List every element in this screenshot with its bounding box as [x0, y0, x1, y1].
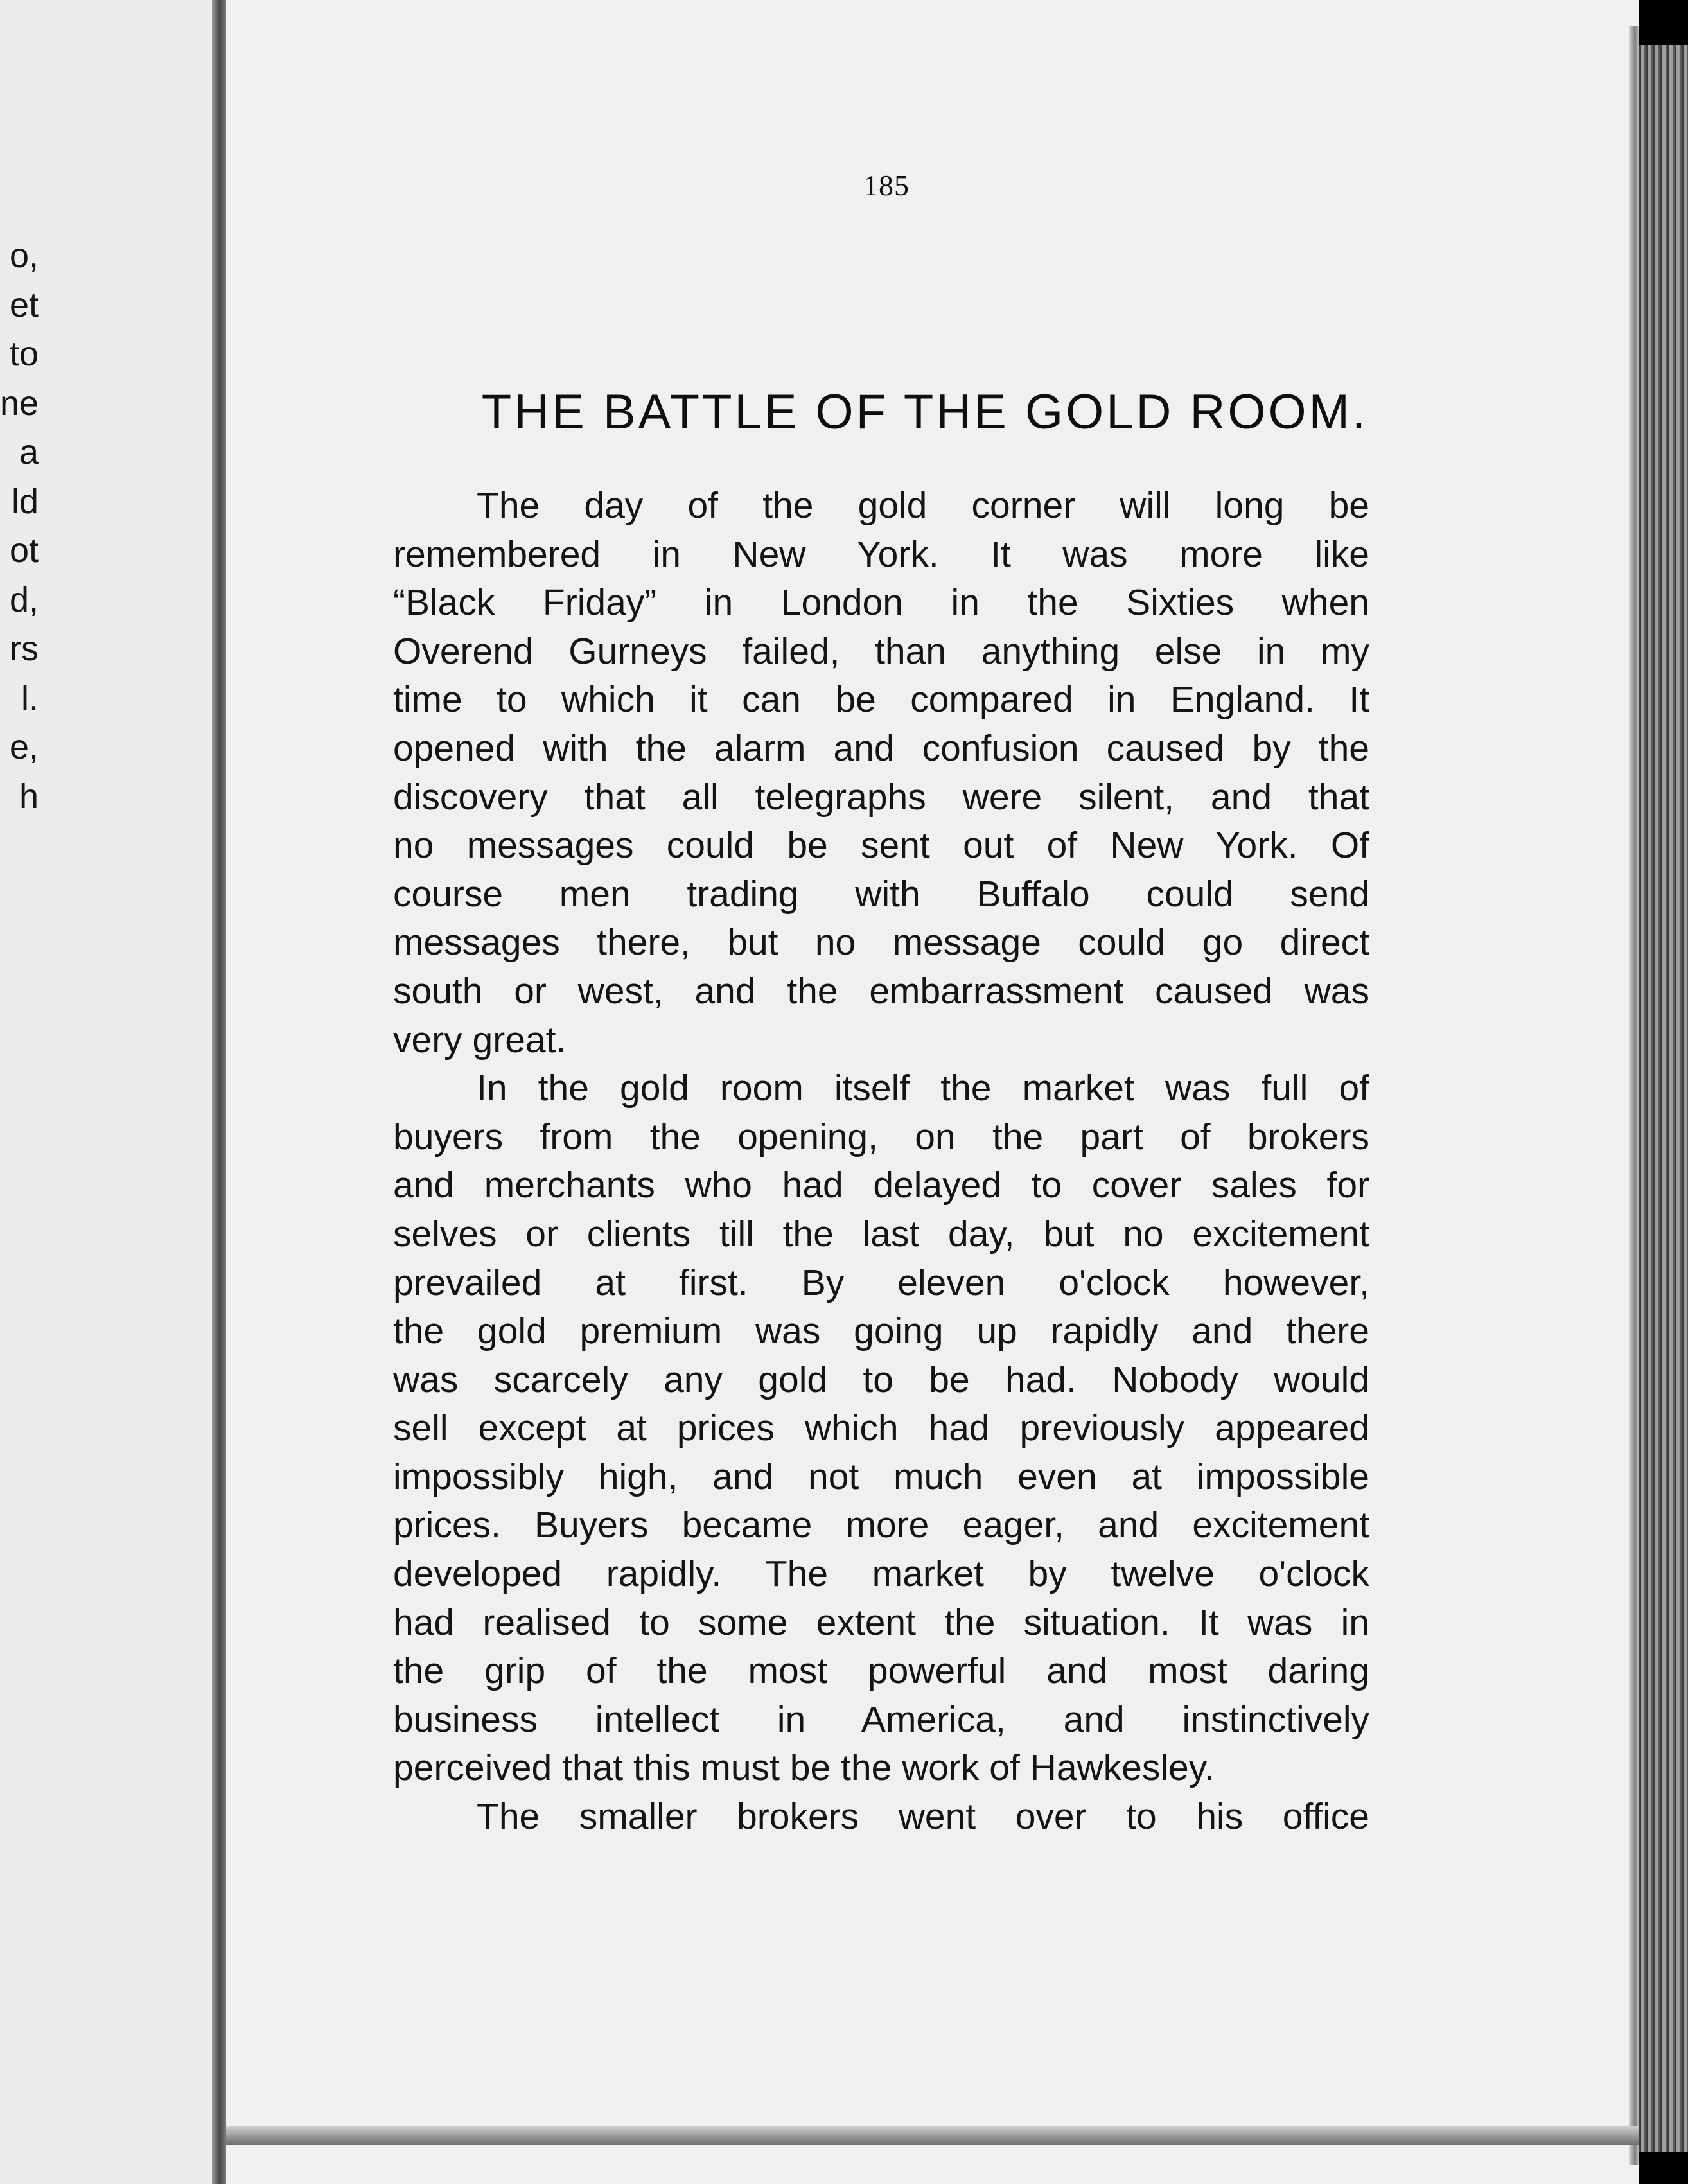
text-line: no messages could be sent out of New York. Of: [393, 825, 1369, 867]
page-edge: [1629, 26, 1639, 2165]
text-line: prevailed at first. By eleven o'clock however,: [393, 1262, 1369, 1303]
text-line: impossibly high, and not much even at impossible: [393, 1456, 1369, 1497]
left-page-line-fragment: et: [9, 285, 39, 324]
text-line: south or west, and the embarrassment caused was: [393, 970, 1369, 1012]
left-page-line-fragment: rs: [10, 630, 39, 668]
text-line: time to which it can be compared in England. It: [393, 679, 1369, 721]
page-number: 185: [863, 169, 910, 202]
text-line: opened with the alarm and confusion caused by the: [393, 727, 1369, 769]
text-line: sell except at prices which had previously appeared: [393, 1407, 1369, 1449]
text-line: very great.: [393, 1019, 567, 1061]
text-line: messages there, but no message could go direct: [393, 922, 1369, 964]
text-line: remembered in New York. It was more like: [393, 533, 1369, 575]
chapter-title: THE BATTLE OF THE GOLD ROOM.: [481, 385, 1368, 439]
text-line: was scarcely any gold to be had. Nobody would: [393, 1359, 1369, 1400]
text-line: Overend Gurneys failed, than anything else in my: [393, 630, 1369, 672]
text-line: The day of the gold corner will long be: [477, 485, 1369, 526]
left-page-line-fragment: a: [19, 433, 39, 471]
text-line: In the gold room itself the market was full of: [477, 1068, 1369, 1109]
left-page-line-fragment: e,: [9, 728, 39, 766]
text-line: selves or clients till the last day, but no excitement: [393, 1213, 1369, 1255]
text-line: business intellect in America, and instinctively: [393, 1698, 1369, 1740]
left-page-line-fragment: ld: [11, 482, 39, 521]
left-page-line-fragment: ot: [9, 531, 39, 570]
left-page-line-fragment: o,: [9, 236, 39, 275]
text-line: discovery that all telegraphs were silent, and that: [393, 776, 1369, 818]
text-line: and merchants who had delayed to cover sales for: [393, 1165, 1369, 1206]
text-line: the gold premium was going up rapidly and there: [393, 1310, 1369, 1352]
text-line: had realised to some extent the situation. It was in: [393, 1601, 1369, 1643]
left-page-text-fragments: [0, 231, 39, 821]
text-line: developed rapidly. The market by twelve o'clock: [393, 1553, 1369, 1595]
text-line: perceived that this must be the work of Hawkesley.: [393, 1747, 1215, 1789]
text-line: prices. Buyers became more eager, and excitement: [393, 1504, 1369, 1546]
text-line: “Black Friday” in London in the Sixties when: [393, 582, 1369, 624]
left-page-line-fragment: h: [19, 777, 39, 816]
text-line: buyers from the opening, on the part of brokers: [393, 1116, 1369, 1158]
page-bottom-edge: [226, 2126, 1639, 2145]
left-page-line-fragment: ne: [0, 383, 39, 423]
text-line: The smaller brokers went over to his office: [477, 1796, 1369, 1838]
left-page-line-fragment: d,: [9, 580, 39, 619]
text-line: the grip of the most powerful and most daring: [393, 1650, 1369, 1692]
body-text: [393, 482, 1369, 1842]
stacked-page-edges: [1639, 45, 1688, 2152]
left-facing-page: [0, 0, 217, 2184]
left-page-line-fragment: l.: [21, 678, 39, 718]
left-page-line-fragment: to: [9, 335, 39, 373]
text-line: course men trading with Buffalo could send: [393, 873, 1369, 915]
